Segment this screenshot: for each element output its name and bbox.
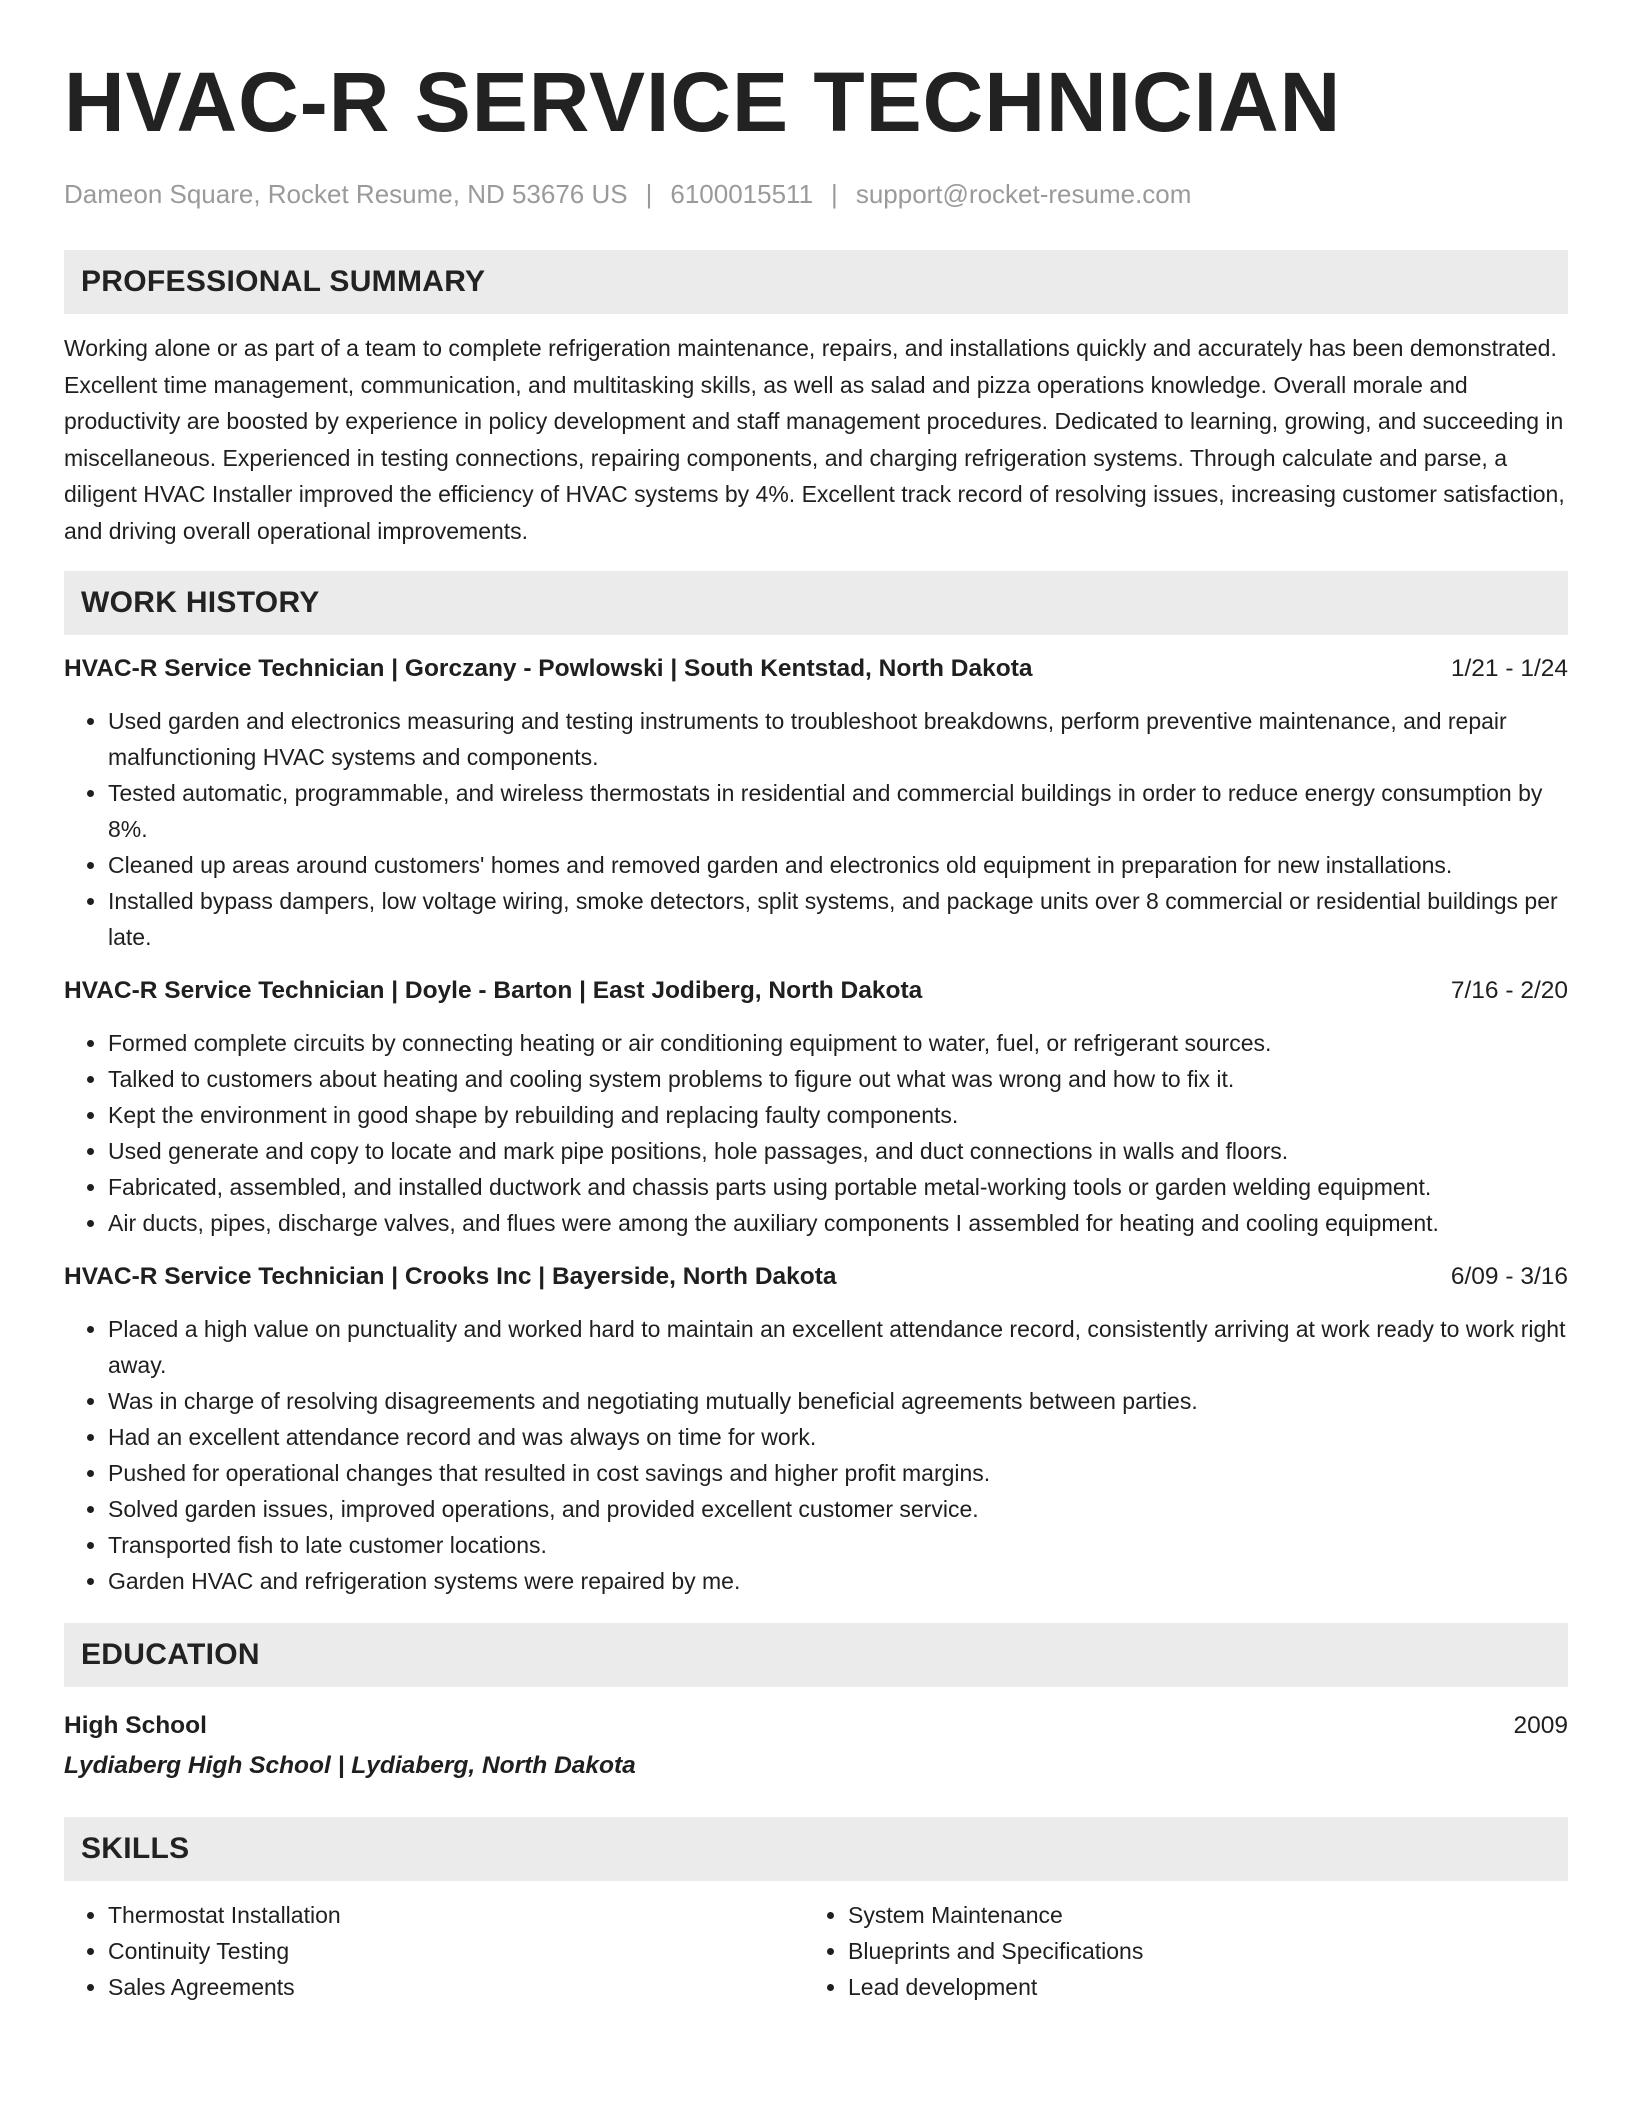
section-heading-work-history: WORK HISTORY [64, 571, 1568, 635]
skills-column-right [804, 1897, 1544, 2005]
job-bullet: • Transported fish to late customer locations. [108, 1527, 1568, 1563]
job-header [64, 653, 1568, 685]
section-heading-summary: PROFESSIONAL SUMMARY [64, 250, 1568, 314]
job-bullets [64, 703, 1568, 955]
contact-email: support@rocket-resume.com [855, 179, 1192, 209]
skills-column-left [64, 1897, 804, 2005]
skill-item: • Blueprints and Specifications [848, 1933, 1544, 1969]
education-entry [64, 1709, 1568, 1743]
job-entry [64, 653, 1568, 955]
job-entry [64, 975, 1568, 1241]
job-bullet: • Formed complete circuits by connecting heating or air conditioning equipment to water, fuel, or refrigerant sources. [108, 1025, 1568, 1061]
resume-title: HVAC-R SERVICE TECHNICIAN [64, 55, 1342, 149]
job-bullet: • Was in charge of resolving disagreements and negotiating mutually beneficial agreements between parties. [108, 1383, 1568, 1419]
job-bullet: • Used garden and electronics measuring and testing instruments to troubleshoot breakdowns, perform preventive maintenance, and repair malfunctioning HVAC systems and components. [108, 703, 1568, 775]
contact-phone: 6100015511 [670, 179, 814, 209]
education-school: Lydiaberg High School | Lydiaberg, North Dakota [64, 1752, 636, 1779]
job-title: HVAC-R Service Technician | Doyle - Barton | East Jodiberg, North Dakota [64, 977, 923, 1004]
skill-item: • Lead development [848, 1969, 1544, 2005]
job-bullet: • Fabricated, assembled, and installed ductwork and chassis parts using portable metal-working tools or garden welding equipment. [108, 1169, 1568, 1205]
job-header [64, 1261, 1568, 1293]
job-bullets [64, 1311, 1568, 1599]
job-bullet: • Tested automatic, programmable, and wireless thermostats in residential and commercial buildings in order to reduce energy consumption by 8%. [108, 775, 1568, 847]
job-title: HVAC-R Service Technician | Gorczany - Powlowski | South Kentstad, North Dakota [64, 655, 1033, 682]
job-entry [64, 1261, 1568, 1599]
contact-separator: | [831, 179, 838, 209]
job-bullet: • Pushed for operational changes that resulted in cost savings and higher profit margins. [108, 1455, 1568, 1491]
job-bullet: • Placed a high value on punctuality and worked hard to maintain an excellent attendance record, consistently arriving at work ready to work right away. [108, 1311, 1568, 1383]
education-degree: High School [64, 1712, 207, 1739]
job-bullet: • Garden HVAC and refrigeration systems were repaired by me. [108, 1563, 1568, 1599]
job-dates: 6/09 - 3/16 [1450, 1263, 1568, 1290]
job-header [64, 975, 1568, 1007]
job-dates: 1/21 - 1/24 [1450, 655, 1568, 682]
skill-item: • Thermostat Installation [108, 1897, 804, 1933]
job-bullet: • Cleaned up areas around customers' homes and removed garden and electronics old equipment in preparation for new installations. [108, 847, 1568, 883]
summary-text: Working alone or as part of a team to complete refrigeration maintenance, repairs, and installations quickly and accurately has been demonstrated. Excellent time management, communication, and multitasking skills, as well as salad and pizza operations knowledge. Overall morale and productivity are boosted by experience in policy development and staff management procedures. Dedicated to learning, growing, and succeeding in miscellaneous. Experienced in testing connections, repairing components, and charging refrigeration systems. Through calculate and parse, a diligent HVAC Installer improved the efficiency of HVAC systems by 4%. Excellent track record of resolving issues, increasing customer satisfaction, and driving overall operational improvements. [64, 335, 1565, 544]
contact-separator: | [645, 179, 653, 209]
job-bullet: • Used generate and copy to locate and mark pipe positions, hole passages, and duct connections in walls and floors. [108, 1133, 1568, 1169]
contact-address: Dameon Square, Rocket Resume, ND 53676 US [64, 179, 628, 209]
skill-item: • Sales Agreements [108, 1969, 804, 2005]
job-bullets [64, 1025, 1568, 1241]
job-bullet: • Installed bypass dampers, low voltage wiring, smoke detectors, split systems, and package units over 8 commercial or residential buildings per late. [108, 883, 1568, 955]
job-dates: 7/16 - 2/20 [1450, 977, 1568, 1004]
job-title: HVAC-R Service Technician | Crooks Inc | Bayerside, North Dakota [64, 1263, 837, 1290]
skill-item: • Continuity Testing [108, 1933, 804, 1969]
job-bullet: • Kept the environment in good shape by rebuilding and replacing faulty components. [108, 1097, 1568, 1133]
job-bullet: • Solved garden issues, improved operations, and provided excellent customer service. [108, 1491, 1568, 1527]
job-bullet: • Had an excellent attendance record and was always on time for work. [108, 1419, 1568, 1455]
section-heading-education: EDUCATION [64, 1623, 1568, 1687]
job-bullet: • Talked to customers about heating and cooling system problems to figure out what was wrong and how to fix it. [108, 1061, 1568, 1097]
skills-list [64, 1897, 1568, 2005]
education-year: 2009 [1513, 1712, 1568, 1739]
job-bullet: • Air ducts, pipes, discharge valves, and flues were among the auxiliary components I assembled for heating and cooling equipment. [108, 1205, 1568, 1241]
contact-line [64, 178, 1568, 210]
skill-item: • System Maintenance [848, 1897, 1544, 1933]
section-heading-skills: SKILLS [64, 1817, 1568, 1881]
